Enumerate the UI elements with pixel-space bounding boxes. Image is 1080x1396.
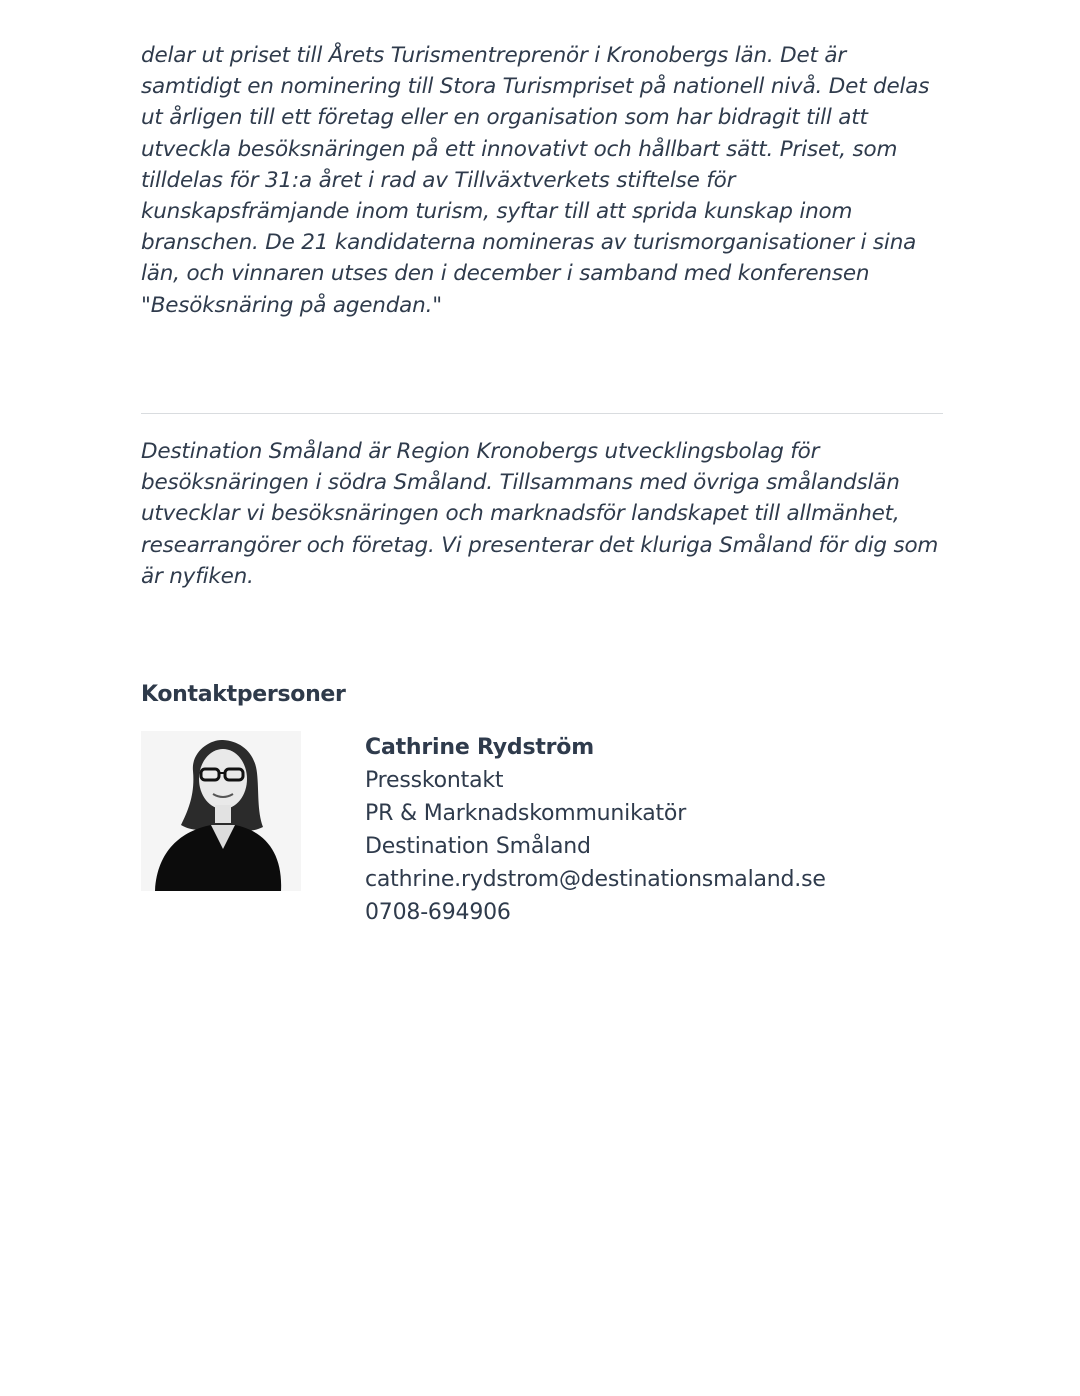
contact-phone-link[interactable]: 0708-694906 xyxy=(365,900,511,925)
boilerplate-paragraph: Destination Småland är Region Kronobergs utvecklingsbolag för besöksnäringen i södra Småland. Tillsammans med övriga smålandslän utvecklar vi besöksnäringen och marknadsför landskapet till allmänhet, researrangörer och företag. Vi presenterar det kluriga Småland för dig som är nyfiken. xyxy=(141,439,939,589)
company-description xyxy=(141,436,943,592)
article-paragraph-prize: delar ut priset till Årets Turismentreprenör i Kronobergs län. Det är samtidigt en nominering till Stora Turismpriset på nationell nivå. Det delas ut årligen till ett företag eller en organisation som har bidragit till att utveckla besöksnäringen på ett innovativt och hållbart sätt. Priset, som tilldelas för 31:a året i rad av Tillväxtverkets stiftelse för kunskapsfrämjande inom turism, syftar till att sprida kunskap inom branschen. De 21 kandidaterna nomineras av turismorganisationer i sina län, och vinnaren utses den i december i samband med konferensen "Besöksnäring på agendan." xyxy=(141,43,930,318)
contact-role: Presskontakt xyxy=(365,768,504,793)
section-divider xyxy=(141,413,943,414)
person-portrait-icon xyxy=(141,731,301,891)
contact-email-link[interactable]: cathrine.rydstrom@destinationsmaland.se xyxy=(365,867,826,892)
article-body xyxy=(141,40,943,318)
contact-card xyxy=(141,731,943,931)
contact-details xyxy=(365,731,826,929)
contact-name: Cathrine Rydström xyxy=(365,735,594,760)
contact-title: PR & Marknadskommunikatör xyxy=(365,801,687,826)
contacts-heading: Kontaktpersoner xyxy=(141,682,346,707)
contact-photo xyxy=(141,731,301,891)
contact-organization: Destination Småland xyxy=(365,834,591,859)
contacts-section xyxy=(141,682,943,931)
